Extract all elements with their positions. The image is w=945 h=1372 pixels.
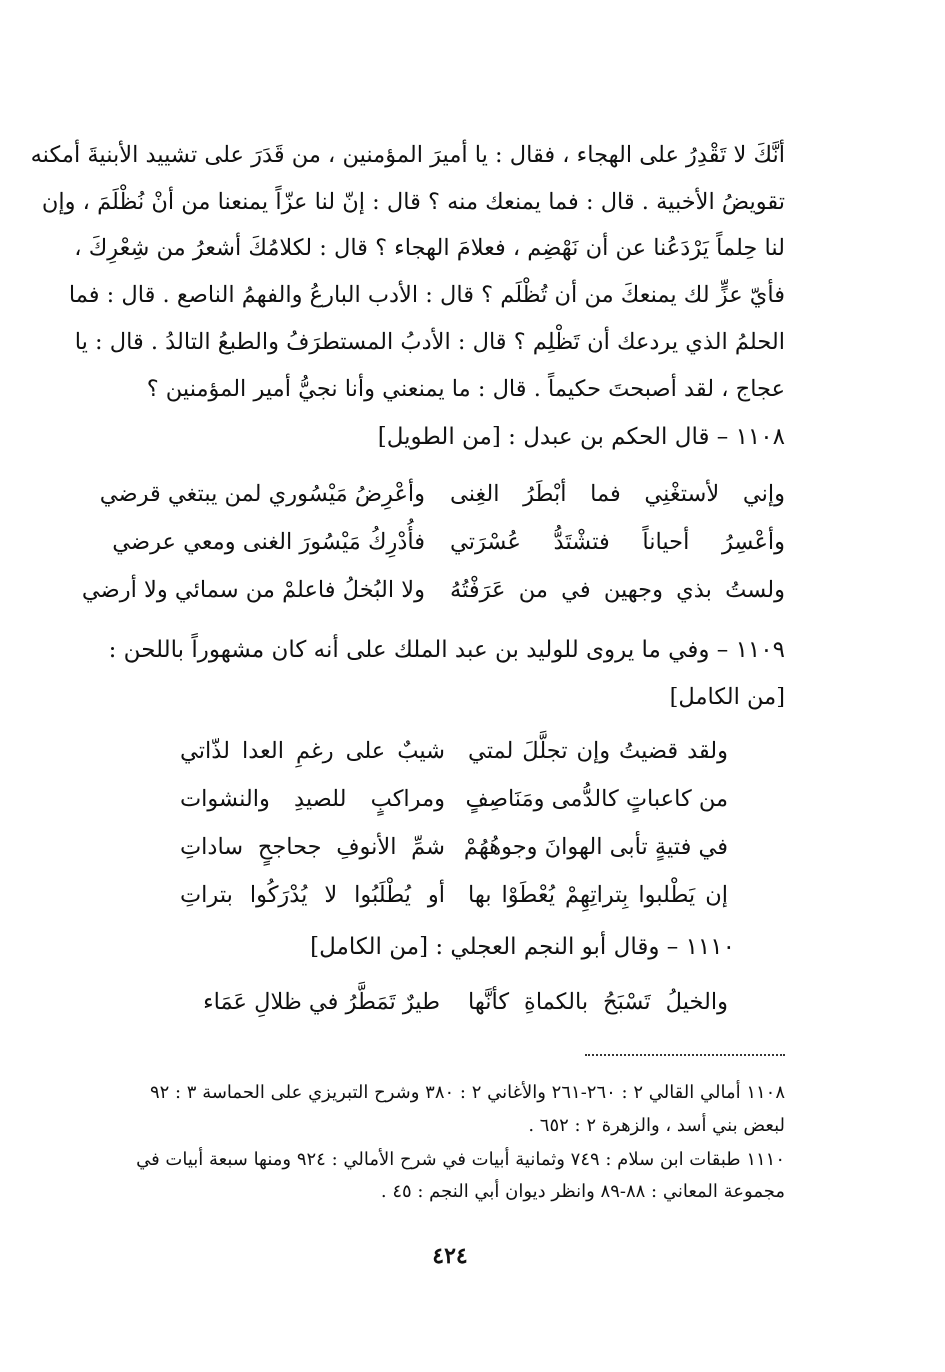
verse-first-hemistich: إن يَطْلبوا بِتراتِهِمْ يُعْطَوْا بها [468,882,728,908]
prose-line: لنا حِلماً يَرْدَعُنا عن أن نَهْضِم ، فعلامَ الهجاء ؟ قال : لكلامُكَ أشعرُ من شِعْرِكَ ، [74,235,785,261]
verse-second-hemistich: فأُدْرِكُ مَيْسُورَ الغنى ومعي عرضي [112,529,425,555]
prose-line: أنَّكَ لا تَقْدِرُ على الهجاء ، فقال : يا أميرَ المؤمنين ، من قَدَرَ على تشييد الأبنيةَ أمكنه [30,142,785,168]
verse-second-hemistich: طيرٌ تَمَطَّرُ في ظلالِ عَمَاء [203,989,440,1015]
footnote-separator [585,1054,785,1056]
entry-heading-1110: ١١١٠ – وقال أبو النجم العجلي : [من الكامل] [310,934,735,960]
prose-line: عجاج ، لقد أصبحتَ حكيماً . قال : ما يمنعني وأنا نجيُّ أمير المؤمنين ؟ [146,376,785,402]
footnote-line: لبعض بني أسد ، والزهرة ٢ : ٦٥٢ . [528,1115,785,1136]
verse-first-hemistich: ولقد قضيتُ وإن تجلَّلَ لمتي [468,738,728,764]
page-number: ٤٢٤ [432,1243,468,1269]
verse-first-hemistich: وأعْسِرُ أحياناً فتشْتَدُّ عُسْرَتي [450,529,785,555]
verse-second-hemistich: وأعْرِضُ مَيْسُوري لمن يبتغي قرضي [99,481,425,507]
entry-heading-1108: ١١٠٨ – قال الحكم بن عبدل : [من الطويل] [377,424,785,450]
entry-heading-1109: ١١٠٩ – وفي ما يروى للوليد بن عبد الملك على أنه كان مشهوراً باللحن : [108,637,785,663]
verse-first-hemistich: والخيلُ تَسْبَحُ بالكماةِ كأنَّها [468,989,728,1015]
verse-second-hemistich: ومراكبٍ للصيدِ والنشوات [180,786,445,812]
verse-first-hemistich: ولستُ بذي وجهين في من عَرَفْتُهُ [450,577,785,603]
prose-line: فأيّ عزٍّ لك يمنعكَ من أن تُظْلَم ؟ قال : الأدب البارعُ والفهمُ الناصع . قال : فما [68,282,785,308]
meter-label: [من الكامل] [669,684,785,710]
verse-second-hemistich: ولا البُخلُ فاعلمْ من سمائي ولا أرضي [81,577,425,603]
verse-first-hemistich: في فتيةٍ تأبى الهوانَ وجوهُهُمْ [463,834,728,860]
footnote-line: ١١٠٨ أمالي القالي ٢ : ٢٦٠-٢٦١ والأغاني ٢ : ٣٨٠ وشرح التبريزي على الحماسة ٣ : ٩٢ [149,1082,785,1103]
verse-second-hemistich: أو يُطْلَبُوا لا يُدْرَكُوا بتراتِ [180,882,445,908]
verse-second-hemistich: شيبٌ على رغمِ العدا لذّاتي [180,738,445,764]
prose-line: الحلمُ الذي يردعك أن تَظْلِم ؟ قال : الأدبُ المستطرَفُ والطبعُ التالدُ . قال : يا [74,329,785,355]
footnote-line: مجموعة المعاني : ٨٨-٨٩ وانظر ديوان أبي النجم : ٤٥ . [380,1181,785,1202]
verse-second-hemistich: شمِّ الأنوفِ جحاجحٍ ساداتِ [180,834,445,860]
footnote-line: ١١١٠ طبقات ابن سلام : ٧٤٩ وثمانية أبيات في شرح الأمالي : ٩٢٤ ومنها سبعة أبيات في [136,1149,785,1170]
prose-line: تقويضُ الأخبية . قال : فما يمنعك منه ؟ قال : إنّ لنا عزّاً يمنعنا من أنْ نُظْلَمَ ، وإن [41,189,785,215]
verse-first-hemistich: وإني لأستغْنِي فما أبْطَرُ الغِنى [450,481,785,507]
verse-first-hemistich: من كاعباتٍ كالدُّمى ومَنَاصِفٍ [465,786,728,812]
